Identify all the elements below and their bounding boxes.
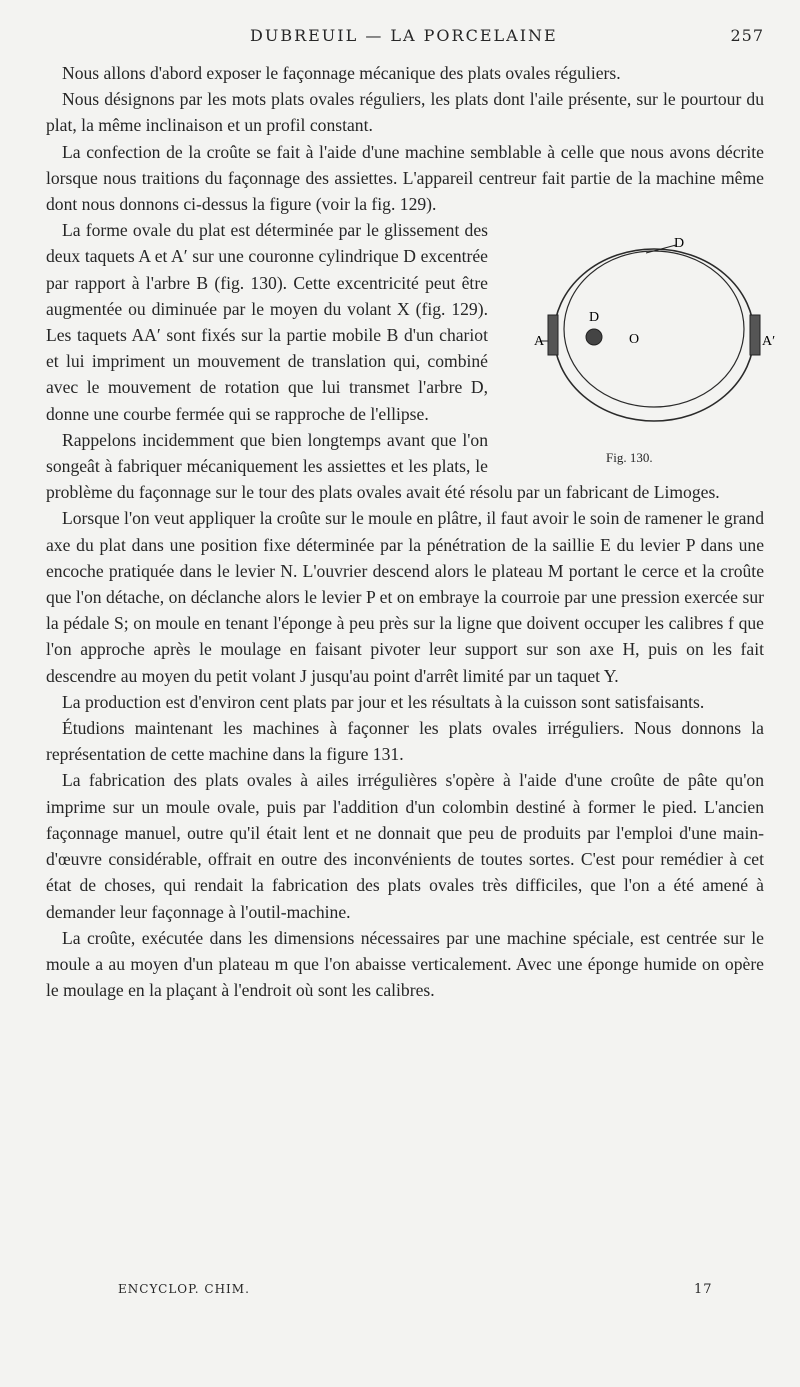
running-title: DUBREUIL — LA PORCELAINE	[250, 26, 558, 45]
arbre-circle	[586, 329, 602, 345]
paragraph: Lorsque l'on veut appliquer la croûte sur le moule en plâtre, il faut avoir le soin de ramener le grand axe du plat dans une position fixe déterminée par la pénétration de la saillie E du levier P dans une encoche pratiquée dans le levier N. L'ouvrier descend alors le plateau M portant le cerce et la croûte que l'on détache, on déclanche alors le levier P et on embraye la courroie par une pression exercée sur la pédale S; on moule en tenant l'éponge à peu près sur la ligne que doivent occuper les calibres f que l'on approche après le moulage en faisant pivoter leur support sur son axe H, puis on les fait descendre au moyen du petit volant J jusqu'au point d'arrêt limité par un taquet Y.	[46, 508, 764, 686]
paragraph: La fabrication des plats ovales à ailes irrégulières s'opère à l'aide d'une croûte de pâte qu'on imprime sur un moule ovale, puis par l'addition d'un colombin destiné à former le pied. L'ancien façonnage manuel, outre qu'il était lent et ne donnait que peu de produits par l'emploi d'une main-d'œuvre considérable, offrait en outre des inconvénients de toutes sortes. C'est pour remédier à cet état de choses, qui rendait la fabrication des plats ovales très difficiles, que l'on a été amené à demander leur façonnage à l'outil-machine.	[46, 770, 764, 922]
paragraph: La forme ovale du plat est déterminée par le glissement des deux taquets A et A′ sur une couronne cylindrique D excentrée par rapport à l'arbre B (fig. 130). Cette excentricité peut être augmentée ou diminuée par le moyen du volant X (fig. 129). Les taquets AA′ sont fixés sur la partie mobile B d'un chariot et lui impriment un mouvement de translation qui, combiné avec le mouvement de rotation que lui transmet l'arbre D, donne une courbe fermée qui se rapproche de l'ellipse.	[46, 220, 488, 424]
running-header	[0, 26, 800, 50]
label-o: O	[629, 332, 640, 348]
paragraph: La production est d'environ cent plats par jour et les résultats à la cuisson sont satisfaisants.	[62, 691, 705, 712]
footer-sheet-number: 17	[694, 1282, 713, 1297]
tappet-a	[548, 315, 558, 355]
paragraph: Étudions maintenant les machines à façonner les plats ovales irréguliers. Nous donnons la représentation de cette machine dans la figure 131.	[46, 718, 764, 765]
figure-130	[496, 223, 778, 473]
paragraph: Nous désignons par les mots plats ovales réguliers, les plats dont l'aile présente, sur le pourtour du plat, la même inclinaison et un profil constant.	[46, 89, 764, 136]
paragraph: La confection de la croûte se fait à l'aide d'une machine semblable à celle que nous avons décrite lorsque nous traitions du façonnage des assiettes. L'appareil centreur fait partie de la machine même dont nous donnons ci-dessus la figure (voir la fig. 129).	[46, 141, 764, 215]
paragraph: La croûte, exécutée dans les dimensions nécessaires par une machine spéciale, est centrée sur le moule a au moyen d'un plateau m que l'on abaisse verticalement. Avec une éponge humide on opère le moulage en la plaçant à l'endroit où sont les calibres.	[46, 927, 764, 1001]
footer-signature: ENCYCLOP. CHIM.	[118, 1282, 250, 1296]
inner-crown-circle	[564, 251, 744, 407]
label-a-prime: A′	[762, 334, 776, 350]
page-number: 257	[730, 26, 764, 45]
label-d-inner: D	[589, 310, 600, 326]
body-text	[46, 60, 776, 1003]
label-d-outer: D	[674, 236, 685, 252]
label-a: A	[534, 334, 545, 350]
outer-crown-circle	[554, 249, 754, 421]
figure-130-diagram	[496, 223, 778, 473]
paragraph: Nous allons d'abord exposer le façonnage mécanique des plats ovales réguliers.	[62, 63, 621, 83]
paragraph: Rappelons incidemment que bien longtemps avant que l'on songeât à fabriquer mécaniquement les assiettes et les plats, le problème du façonnage sur le tour des plats ovales avait été résolu par un fabricant de Limoges.	[46, 429, 720, 503]
tappet-a-prime	[750, 315, 760, 355]
figure-caption: Fig. 130.	[606, 450, 653, 466]
